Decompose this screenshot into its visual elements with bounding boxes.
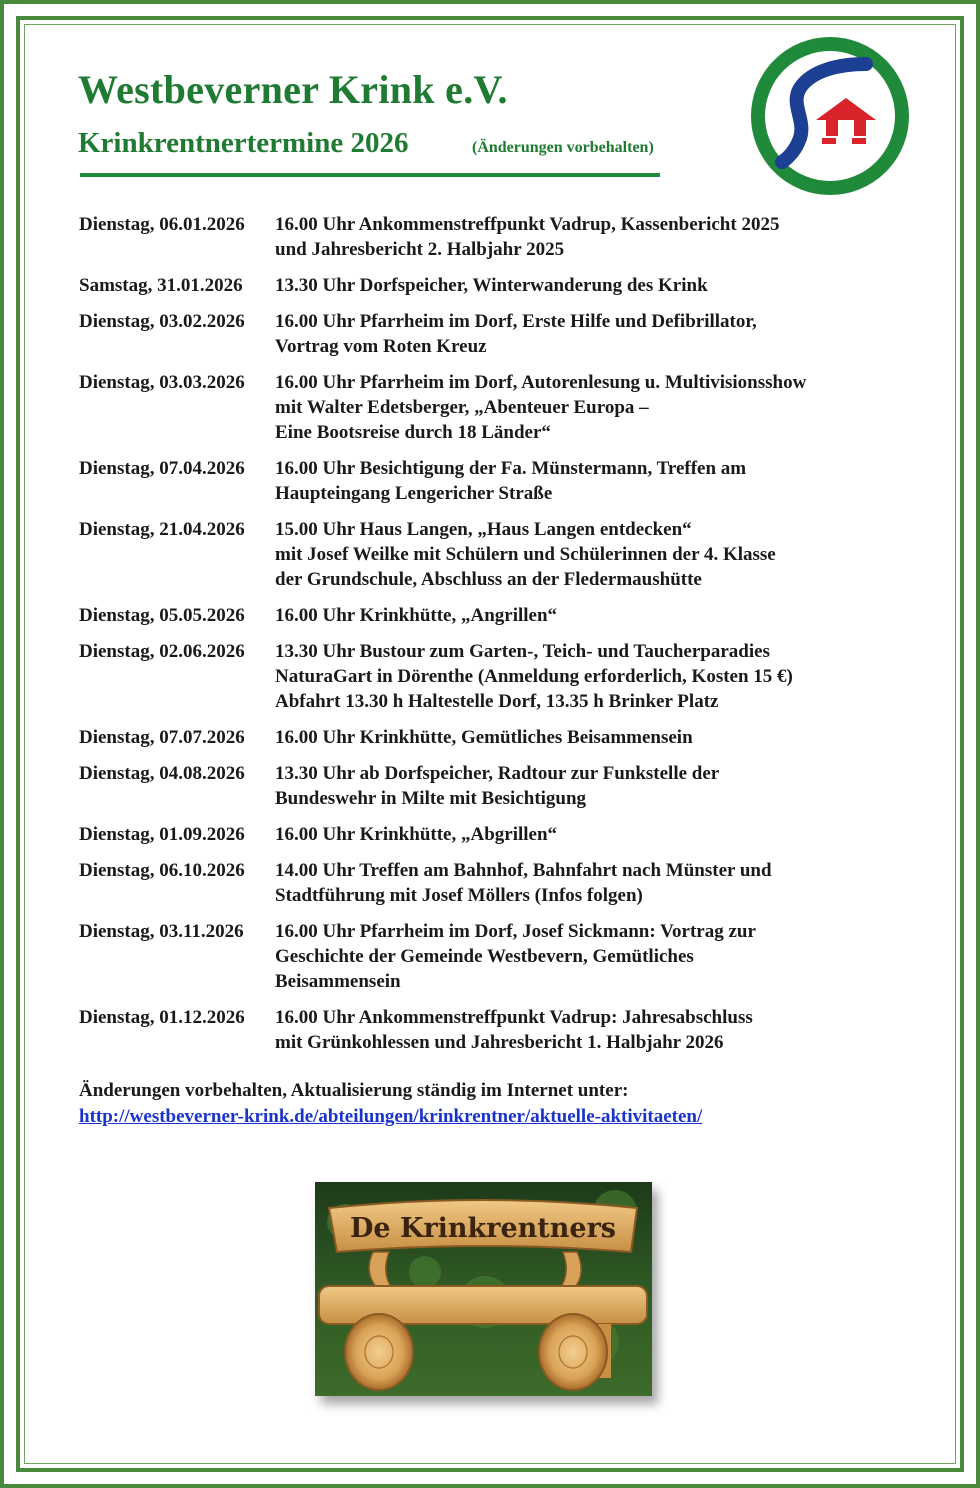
event-date: Dienstag, 03.02.2026 xyxy=(79,311,245,332)
event-line: 13.30 Uhr Dorfspeicher, Winterwanderung des Krink xyxy=(275,275,708,296)
event-line: mit Josef Weilke mit Schülern und Schülerinnen der 4. Klasse xyxy=(275,544,776,565)
event-details xyxy=(275,919,919,994)
event-date: Dienstag, 04.08.2026 xyxy=(79,763,245,784)
event-list xyxy=(79,212,919,1066)
event-details xyxy=(275,212,919,262)
event-details xyxy=(275,456,919,506)
event-line: der Grundschule, Abschluss an der Fledermaushütte xyxy=(275,569,702,590)
event-details xyxy=(275,309,919,359)
event-date: Dienstag, 03.11.2026 xyxy=(79,921,244,942)
event-line: 16.00 Uhr Ankommenstreffpunkt Vadrup, Kassenbericht 2025 xyxy=(275,214,780,235)
event-line: NaturaGart in Dörenthe (Anmeldung erforderlich, Kosten 15 €) xyxy=(275,666,793,687)
activities-link[interactable]: http://westbeverner-krink.de/abteilungen/krinkrentner/aktuelle-aktivitaeten/ xyxy=(79,1106,703,1127)
event-line: 16.00 Uhr Pfarrheim im Dorf, Autorenlesung u. Multivisionsshow xyxy=(275,372,807,393)
event-details xyxy=(275,639,919,714)
event-date: Dienstag, 01.12.2026 xyxy=(79,1007,245,1028)
event-line: Bundeswehr in Milte mit Besichtigung xyxy=(275,788,587,809)
event-date: Dienstag, 06.10.2026 xyxy=(79,860,245,881)
event-details xyxy=(275,858,919,908)
changes-note: (Änderungen vorbehalten) xyxy=(472,139,654,156)
event-item xyxy=(79,639,919,714)
event-item xyxy=(79,919,919,994)
event-line: Haupteingang Lengericher Straße xyxy=(275,483,553,504)
event-item xyxy=(79,517,919,592)
event-line: 16.00 Uhr Krinkhütte, Gemütliches Beisammensein xyxy=(275,727,693,748)
event-date: Dienstag, 01.09.2026 xyxy=(79,824,245,845)
bench-sign-text: De Krinkrentners xyxy=(349,1213,617,1244)
event-item xyxy=(79,456,919,506)
event-date: Dienstag, 06.01.2026 xyxy=(79,214,245,235)
event-date: Dienstag, 07.04.2026 xyxy=(79,458,245,479)
event-details xyxy=(275,822,919,847)
event-details xyxy=(275,725,919,750)
event-details xyxy=(275,1005,919,1055)
event-item xyxy=(79,725,919,750)
event-line: 16.00 Uhr Pfarrheim im Dorf, Josef Sickmann: Vortrag zur xyxy=(275,921,756,942)
event-date: Dienstag, 05.05.2026 xyxy=(79,605,245,626)
footer-text: Änderungen vorbehalten, Aktualisierung ständig im Internet unter: xyxy=(79,1080,629,1101)
event-line: 16.00 Uhr Krinkhütte, „Angrillen“ xyxy=(275,605,558,626)
org-title: Westbeverner Krink e.V. xyxy=(78,67,508,112)
event-item xyxy=(79,603,919,628)
club-logo-icon xyxy=(748,36,912,196)
event-details xyxy=(275,761,919,811)
event-line: 16.00 Uhr Besichtigung der Fa. Münstermann, Treffen am xyxy=(275,458,747,479)
event-date: Dienstag, 03.03.2026 xyxy=(79,372,245,393)
event-details xyxy=(275,603,919,628)
event-item xyxy=(79,1005,919,1055)
bench-photo xyxy=(315,1182,652,1396)
event-item xyxy=(79,370,919,445)
event-details xyxy=(275,517,919,592)
event-item xyxy=(79,858,919,908)
event-line: mit Grünkohlessen und Jahresbericht 1. Halbjahr 2026 xyxy=(275,1032,724,1053)
event-date: Samstag, 31.01.2026 xyxy=(79,275,243,296)
event-date: Dienstag, 02.06.2026 xyxy=(79,641,245,662)
page-title: Krinkrentnertermine 2026 xyxy=(78,127,409,159)
event-line: und Jahresbericht 2. Halbjahr 2025 xyxy=(275,239,565,260)
event-line: 16.00 Uhr Ankommenstreffpunkt Vadrup: Jahresabschluss xyxy=(275,1007,753,1028)
event-date: Dienstag, 21.04.2026 xyxy=(79,519,245,540)
event-line: Eine Bootsreise durch 18 Länder“ xyxy=(275,422,551,443)
event-line: Vortrag vom Roten Kreuz xyxy=(275,336,487,357)
title-divider xyxy=(80,173,660,177)
event-line: 14.00 Uhr Treffen am Bahnhof, Bahnfahrt nach Münster und xyxy=(275,860,772,881)
event-details xyxy=(275,273,919,298)
event-line: Beisammensein xyxy=(275,971,401,992)
event-item xyxy=(79,761,919,811)
event-line: 16.00 Uhr Krinkhütte, „Abgrillen“ xyxy=(275,824,558,845)
event-line: 16.00 Uhr Pfarrheim im Dorf, Erste Hilfe und Defibrillator, xyxy=(275,311,757,332)
event-line: 13.30 Uhr ab Dorfspeicher, Radtour zur Funkstelle der xyxy=(275,763,720,784)
event-line: Abfahrt 13.30 h Haltestelle Dorf, 13.35 h Brinker Platz xyxy=(275,691,719,712)
event-item xyxy=(79,309,919,359)
event-item xyxy=(79,273,919,298)
event-line: Stadtführung mit Josef Möllers (Infos folgen) xyxy=(275,885,643,906)
event-item xyxy=(79,212,919,262)
event-line: 13.30 Uhr Bustour zum Garten-, Teich- und Taucherparadies xyxy=(275,641,770,662)
event-details xyxy=(275,370,919,445)
event-item xyxy=(79,822,919,847)
event-line: mit Walter Edetsberger, „Abenteuer Europa – xyxy=(275,397,649,418)
event-date: Dienstag, 07.07.2026 xyxy=(79,727,245,748)
event-line: 15.00 Uhr Haus Langen, „Haus Langen entdecken“ xyxy=(275,519,692,540)
footer-note xyxy=(79,1078,702,1130)
event-line: Geschichte der Gemeinde Westbevern, Gemütliches xyxy=(275,946,694,967)
